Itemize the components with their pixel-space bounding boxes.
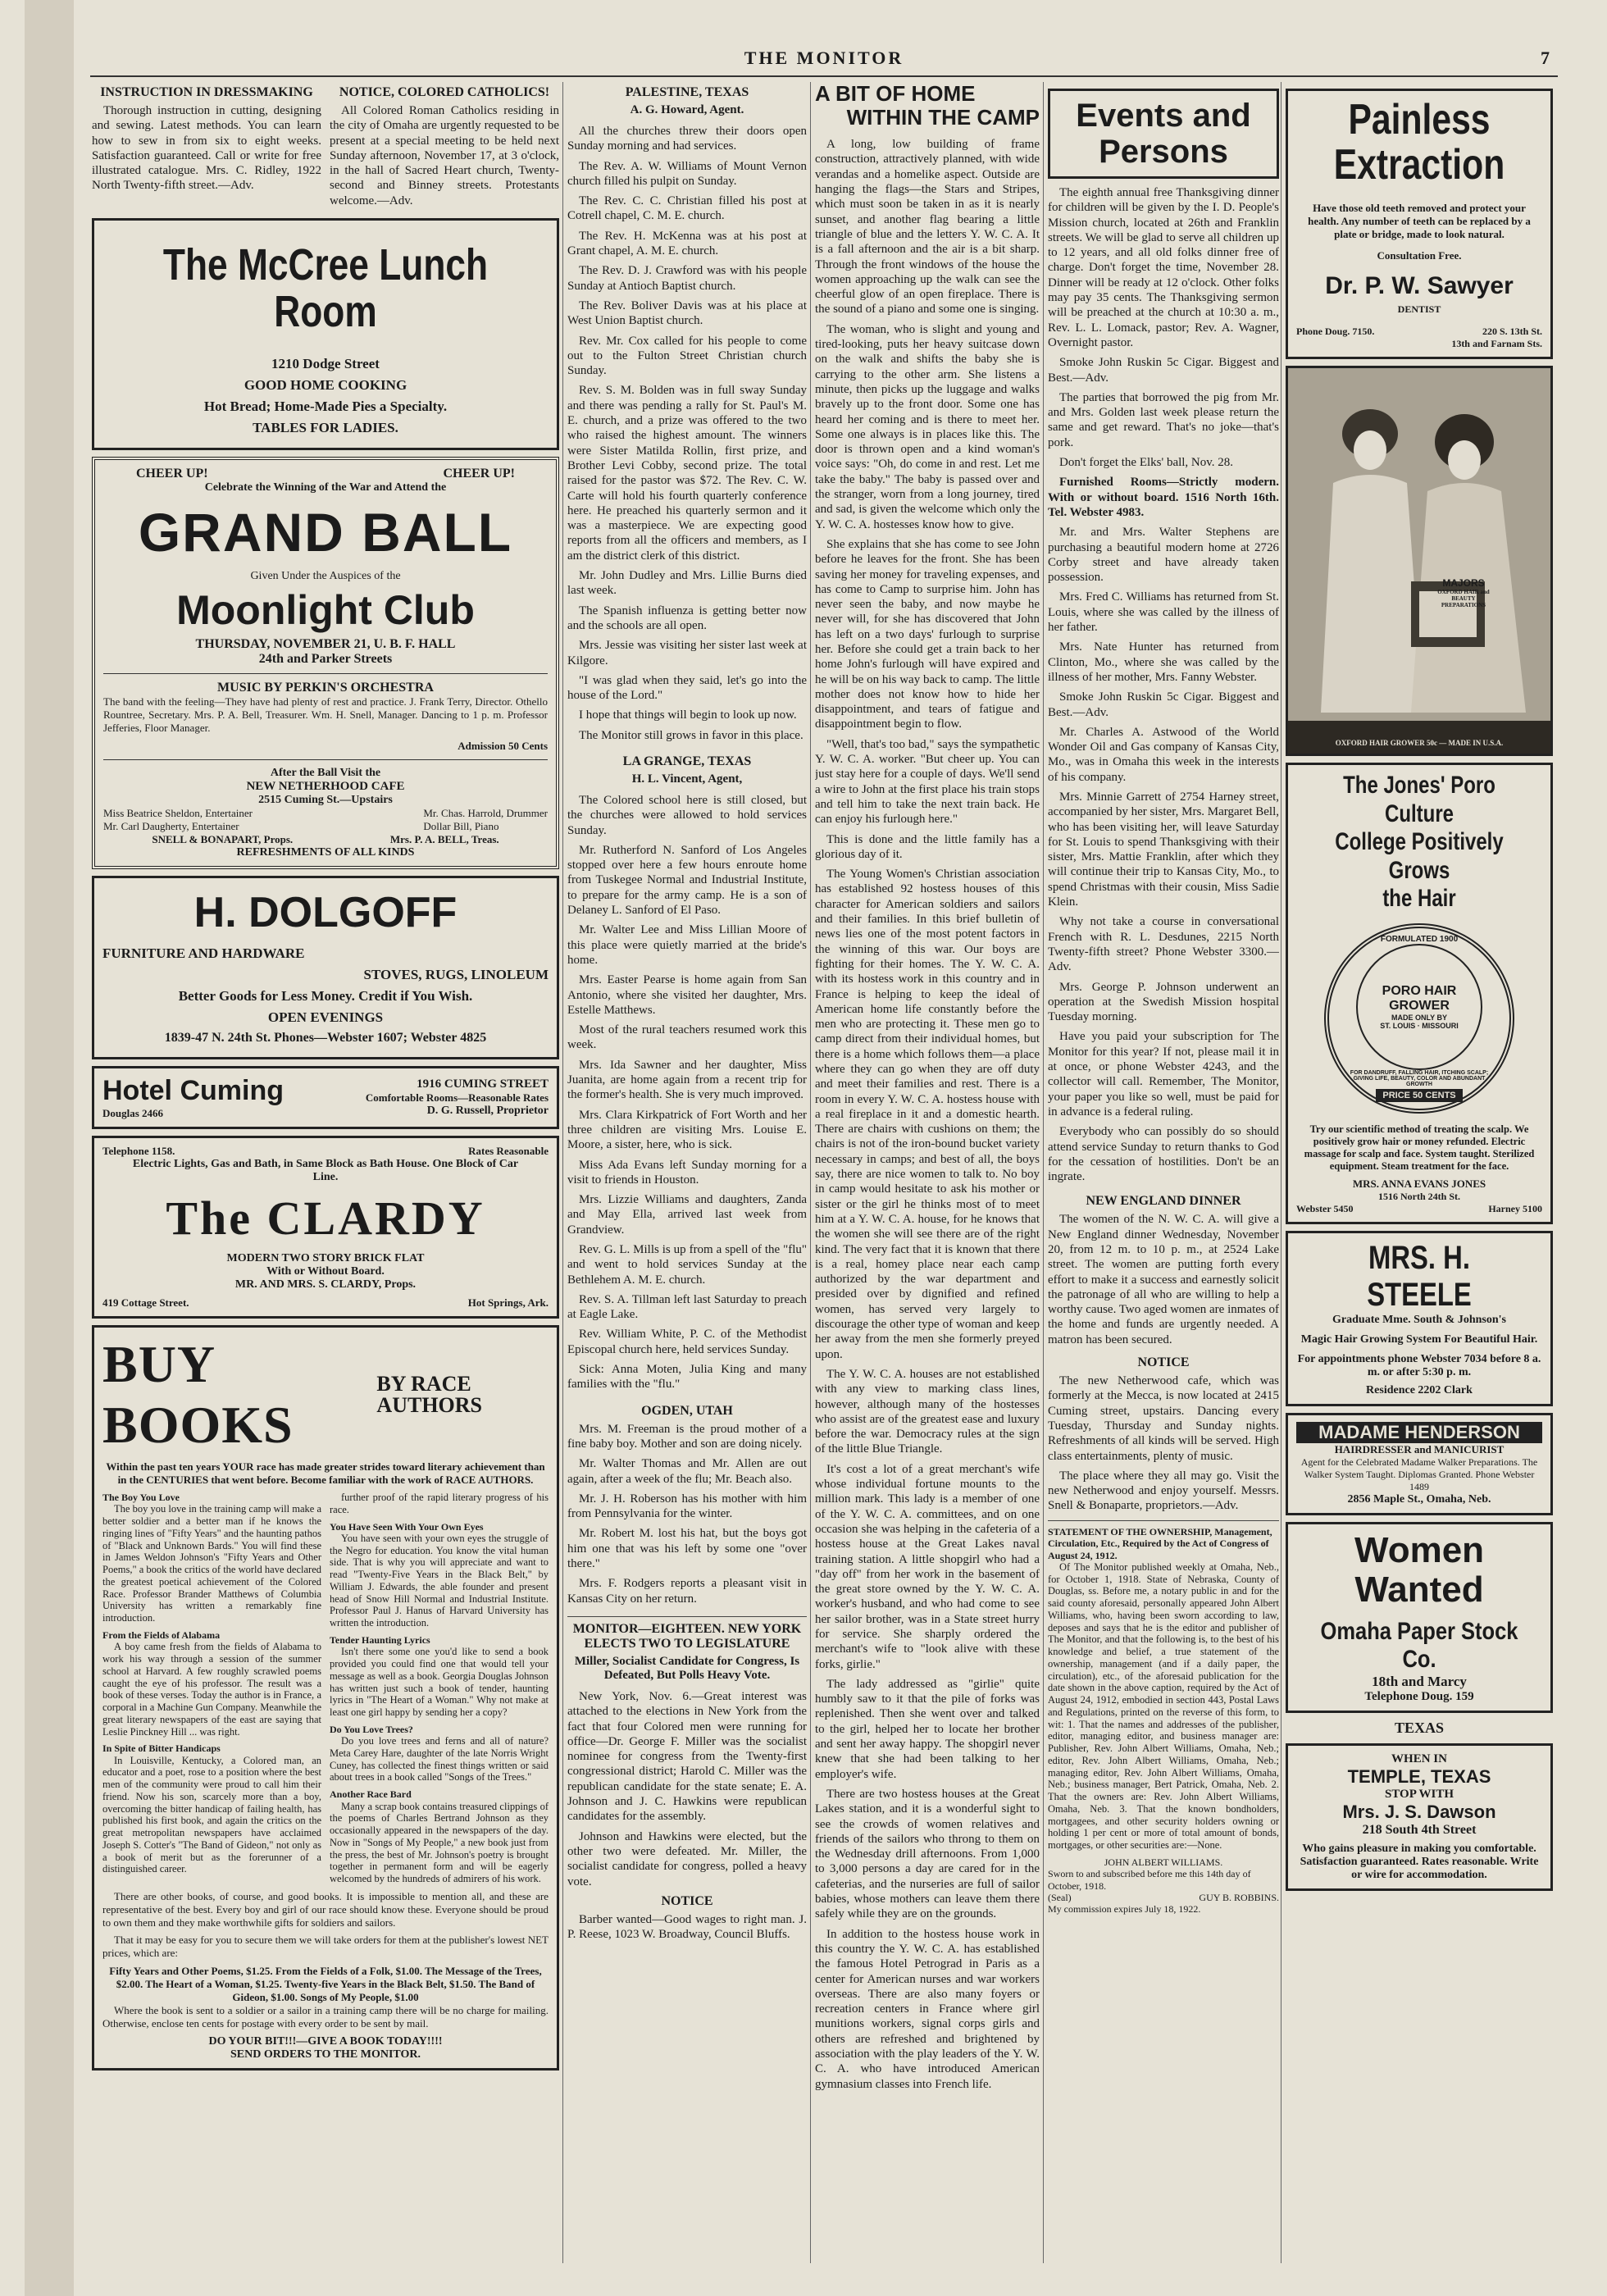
henderson-agent: Agent for the Celebrated Madame Walker Preparations. The Walker System Taught. Diplomas Granted. Phone Webster 1489: [1300, 1456, 1538, 1492]
palestine-agent: A. G. Howard, Agent.: [630, 103, 744, 116]
cuming-address: 1916 CUMING STREET: [417, 1077, 549, 1091]
dolgoff-line2: STOVES, RUGS, LINOLEUM: [363, 967, 549, 983]
dressmaking-body: Thorough instruction in cutting, designing and sewing. Latest methods. You can learn how to sew in from six to eight weeks. Satisfaction guaranteed. Call or write for free illustrated catalogue. Mrs. C. Ridley, 1922 North Twenty-fifth street.—Adv.: [92, 104, 321, 193]
statement-heading: STATEMENT OF THE OWNERSHIP, Management, Circulation, Etc., Required by the Act of Congress of August 24, 1912.: [1048, 1525, 1272, 1561]
ball-place: 24th and Parker Streets: [258, 652, 393, 667]
books-title: BUY BOOKS: [102, 1335, 294, 1455]
poro-seal-made: MADE ONLY BY: [1391, 1013, 1447, 1022]
events-para: Mrs. George P. Johnson underwent an operation at the Swedish Mission hospital Tuesday morning.: [1048, 980, 1279, 1024]
palestine-para: Mrs. Jessie was visiting her sister last week at Kilgore.: [567, 639, 807, 667]
statement-sworn: Sworn to and subscribed before me this 14th day of October, 1918.: [1048, 1868, 1251, 1892]
books-do-your-bit: DO YOUR BIT!!!—GIVE A BOOK TODAY!!!!: [208, 2034, 443, 2048]
netherwood-para: The place where they all may go. Visit the new Netherwood and enjoy yourself. Messrs. Snell & Bonaparte, proprietors.—Adv.: [1048, 1469, 1279, 1513]
ogden-para: Mr. Walter Thomas and Mr. Allen are out again, after a week of the flu; Mr. Beach also.: [567, 1457, 807, 1486]
barber-notice-heading: NOTICE: [661, 1893, 713, 1908]
mccree-line1: GOOD HOME COOKING: [244, 377, 407, 394]
palestine-para: The Rev. D. J. Crawford was with his people Sunday at Antioch Baptist church.: [567, 264, 807, 293]
column-5: [1286, 82, 1553, 2263]
statement-expires: My commission expires July 18, 1922.: [1048, 1903, 1201, 1916]
statement-sign: JOHN ALBERT WILLIAMS.: [1104, 1856, 1223, 1868]
ball-after: After the Ball Visit the: [270, 767, 381, 780]
clardy-addr: 419 Cottage Street.: [102, 1296, 189, 1310]
palestine-heading: PALESTINE, TEXAS: [625, 85, 749, 99]
poro-address: 1516 North 24th St.: [1377, 1190, 1460, 1202]
column-2: [567, 82, 807, 2263]
poro-seal-city: ST. LOUIS · MISSOURI: [1380, 1021, 1459, 1030]
ball-music: MUSIC BY PERKIN'S ORCHESTRA: [217, 681, 434, 695]
events-para: Why not take a course in conversational French with R. L. Desdunes, 2215 North Twenty-fifth street? Phone Webster 3300.—Adv.: [1048, 915, 1279, 974]
clardy-ad: [92, 1136, 559, 1319]
events-para: Smoke John Ruskin 5c Cigar. Biggest and Best.—Adv.: [1048, 356, 1279, 385]
events-para: Furnished Rooms—Strictly modern. With or without board. 1516 North 16th. Tel. Webster 4983.: [1048, 476, 1279, 519]
dressmaking-heading: INSTRUCTION IN DRESSMAKING: [100, 85, 313, 99]
statement-body: Of The Monitor published weekly at Omaha, Neb., for October 1, 1918. State of Nebraska, County of Douglas, ss. Before me, a notary public in and for the said county aforesaid, personally appeared John Albert Williams, who, having been sworn according to law, deposes and says that he is the editor and publisher of The Monitor, and that the following is, to the best of his knowledge and belief, a true statement of the ownership, management (and if a daily paper, the circulation), etc., of the aforesaid publication for the date shown in the above caption, required by the Act of August 24, 1912, embodied in section 443, Postal Laws and Regulations, printed on the reverse of this form, to wit: 1. That the names and addresses of the publisher, editor, managing editor, and business manager are: Publisher, Rev. John Albert Williams, Omaha, Neb.; editor, Rev. John Albert Williams, Omaha, Neb.; managing editor, Rev. John Albert Williams, Omaha, Neb.; business manager, Bert Patrick, Omaha, Neb. 2. That the owners are: Rev. John Albert Williams, Omaha, Neb. 3. That the known bondholders, mortgagees, and other security holders owning or holding 1 per cent or more of total amount of bonds, mortgages, or other securities are:—None.: [1048, 1560, 1279, 1852]
dawson-when: WHEN IN: [1391, 1752, 1447, 1766]
steele-system: Magic Hair Growing System For Beautiful Hair.: [1300, 1332, 1538, 1346]
poro-title-2: College Positively Grows: [1335, 828, 1504, 884]
cuming-right: [366, 1077, 549, 1118]
bit-of-home-para: There are two hostess houses at the Great Lakes station, and it is a wonderful sight to see the crowds of women relatives and friends of the sailors who throng to them on the Wednesday drill afternoons. From 1,000 to 3,000 persons a day are cared for in the cafeterias, and the nurseries are full of sailor babies, whose mothers can leave them there safely while they are on the grounds.: [815, 1787, 1040, 1921]
catholics-heading: NOTICE, COLORED CATHOLICS!: [339, 85, 550, 99]
dolgoff-line1: FURNITURE AND HARDWARE: [102, 945, 305, 962]
palestine-para: The Spanish influenza is getting better now and the schools are all open.: [567, 604, 807, 632]
books-left-column: [102, 1492, 321, 1890]
bit-of-home-para: The lady addressed as "girlie" quite humbly saw to it that the pile of forks was replenished. Then she went over and talked to the girl, helped her to locate her brother and sent her away happy. The shopgirl never knew that she had been talking to her employer's wife.: [815, 1677, 1040, 1781]
lagrange-para: Mrs. Ida Sawner and her daughter, Miss Juanita, are home again from a recent trip for the former's health. She is very much improved.: [567, 1058, 807, 1102]
cheer-left: CHEER UP!: [136, 467, 208, 481]
women-wanted-title: Women Wanted: [1354, 1529, 1485, 1610]
palestine-para: The Rev. H. McKenna was at his post at Grant chapel, A. M. E. church.: [567, 229, 807, 258]
events-para: The parties that borrowed the pig from Mr. and Mrs. Golden last week please return the same and get reward. That's no joke—that's pork.: [1048, 390, 1279, 449]
clardy-line4: MR. AND MRS. S. CLARDY, Props.: [234, 1278, 417, 1292]
cuming-left: [102, 1075, 284, 1120]
page-number: 7: [1541, 48, 1550, 68]
new-england-heading: NEW ENGLAND DINNER: [1086, 1194, 1241, 1209]
statement-seal: (Seal): [1048, 1892, 1072, 1904]
books-closing: There are other books, of course, and good books. It is impossible to mention all, and these are representative of the best. Every boy and girl of our race should know these. Everyone should be proud to own them and they make worthwhile gifts for soldiers and sailors.: [102, 1889, 549, 1929]
column-rule-1: [562, 82, 563, 2263]
lagrange-para: Miss Ada Evans left Sunday morning for a visit to friends in Houston.: [567, 1158, 807, 1187]
poro-seal-top: FORMULATED 1900: [1380, 934, 1459, 944]
books-right-column: [330, 1492, 549, 1890]
dawson-name: Mrs. J. S. Dawson: [1342, 1802, 1496, 1823]
dolgoff-line5: 1839-47 N. 24th St. Phones—Webster 1607; Webster 4825: [164, 1031, 487, 1046]
cheer-right: CHEER UP!: [443, 467, 515, 481]
palestine-para: The Rev. A. W. Williams of Mount Vernon church filled his pulpit on Sunday.: [567, 159, 807, 188]
books-right-head-1: You Have Seen With Your Own Eyes: [330, 1520, 484, 1533]
books-columns: [102, 1492, 549, 1890]
steele-grad: Graduate Mme. South & Johnson's: [1332, 1313, 1506, 1326]
new-england-body: The women of the N. W. C. A. will give a New England dinner Wednesday, November 20, from 12 m. to 10 p. m., at 2524 Lake street. The women are putting forth every effort to make it a success and earnestly solicit the patronage of all who are willing to help a worthy cause. Two aged women are inmates of the home and funds are urgently needed. A matron has been secured.: [1048, 1213, 1279, 1346]
lagrange-para: Mr. Walter Lee and Miss Lillian Moore of this place were quietly married at the bride's home.: [567, 923, 807, 967]
cheer-row: [103, 467, 548, 481]
palestine-para: The Rev. C. C. Christian filled his post at Cotrell chapel, C. M. E. church.: [567, 194, 807, 223]
poro-owner: MRS. ANNA EVANS JONES: [1352, 1177, 1486, 1190]
top-notices: [92, 82, 559, 213]
painless-extraction-ad: [1286, 89, 1553, 359]
catholics-notice: [330, 82, 559, 213]
clardy-top-row: [102, 1145, 549, 1158]
books-right-head-4: Another Race Bard: [330, 1788, 412, 1801]
lagrange-para: The Colored school here is still closed, but the churches were allowed to hold services Sunday.: [567, 793, 807, 837]
bit-of-home-heading-2: WITHIN THE CAMP: [846, 104, 1040, 130]
books-left-head-3: In Spite of Bitter Handicaps: [102, 1742, 221, 1755]
mccree-address: 1210 Dodge Street: [271, 356, 380, 372]
barber-notice-body: Barber wanted—Good wages to right man. J. P. Reese, 1023 W. Broadway, Council Bluffs.: [567, 1912, 807, 1942]
events-para: Have you paid your subscription for The Monitor for this year? If not, please mail it in at once, or phone Webster 4243, and the collector will call. Remember, The Monitor, your paper you like so well, must be paid for in advance is a federal ruling.: [1048, 1030, 1279, 1118]
lagrange-para: Mrs. Clara Kirkpatrick of Fort Worth and her three children are visiting Mrs. Louise E. Moore, a sister, here, who is sick.: [567, 1108, 807, 1152]
bit-of-home-para: "Well, that's too bad," says the sympathetic Y. W. C. A. worker. "But cheer up. You can just stay here for a couple of days. We'll send a wire to John at the first place his train stops and tell him to take the next train back. He can enjoy his furlough here.": [815, 737, 1040, 827]
lagrange-para: Most of the rural teachers resumed work this week.: [567, 1023, 807, 1052]
ogden-para: Mr. J. H. Roberson has his mother with him from Pennsylvania for the winter.: [567, 1492, 807, 1521]
events-para: Mrs. Fred C. Williams has returned from St. Louis, where she was called by the illness of her father.: [1048, 590, 1279, 635]
books-left-head-2: From the Fields of Alabama: [102, 1629, 221, 1641]
mccree-title: The McCree Lunch Room: [162, 240, 489, 336]
majors-footer: OXFORD HAIR GROWER 50c — MADE IN U.S.A.: [1335, 739, 1504, 748]
miller-para: New York, Nov. 6.—Great interest was attached to the elections in New York from the fact that four Colored men were running for office—Dr. George F. Miller was the socialist nominee for congress from the Twenty-first congressional district; Harold C. Miller was the republican candidate for the state senate; E. A. Johnson and J. C. Hawkins were republican candidates for the assembly.: [567, 1689, 807, 1824]
cafe-entertainers: [103, 807, 548, 833]
column-1: [92, 82, 559, 2263]
miller-subheading: Miller, Socialist Candidate for Congress, Is Defeated, But Polls Heavy Vote.: [574, 1654, 800, 1682]
column-rule-2: [810, 82, 811, 2263]
poro-ad: [1286, 763, 1553, 1224]
lagrange-para: Mrs. Easter Pearse is home again from San Antonio, where she visited her daughter, Mrs. Estelle Matthews.: [567, 973, 807, 1017]
dawson-address: 218 South 4th Street: [1362, 1823, 1477, 1838]
books-left-text-3: In Louisville, Kentucky, a Colored man, an educator and a poet, rose to a position where the best men of the community were proud to call him their friend. Now his son, scarcely more than a boy, overcoming the bitter handicap of failing health, has published his first book, and again the critics on the great metropolitan newspapers have acclaimed Joseph S. Cotter's "The Band of Gideon," not only as a book of merit but as the forerunner of a distinguished career.: [102, 1754, 321, 1875]
moonlight-club-title: Moonlight Club: [176, 587, 475, 634]
poro-title-3: the Hair: [1382, 885, 1456, 913]
mccree-line2: Hot Bread; Home-Made Pies a Specialty.: [203, 399, 448, 415]
books-prices: Fifty Years and Other Poems, $1.25. From the Fields of a Folk, $1.00. The Message of the Trees, $2.00. The Heart of a Woman, $1.25. Twenty-five Years in the Black Belt, $1.50. The Band of Gideon, $1.00. Songs of My People, $1.00: [109, 1965, 542, 2004]
events-para: Smoke John Ruskin 5c Cigar. Biggest and Best.—Adv.: [1048, 690, 1279, 719]
steele-appointments: For appointments phone Webster 7034 before 8 a. m. or after 5:30 p. m.: [1297, 1352, 1541, 1378]
clardy-bottom-row: [102, 1296, 549, 1310]
ball-date: THURSDAY, NOVEMBER 21, U. B. F. HALL: [195, 637, 456, 652]
majors-illustration-ad: [1286, 366, 1553, 756]
ball-divider-2: [103, 759, 548, 760]
lagrange-para: Mrs. Lizzie Williams and daughters, Zanda and May Ella, arrived last week from Grandview.: [567, 1193, 807, 1237]
dressmaking-notice: [92, 82, 321, 213]
books-title-row: [102, 1334, 549, 1456]
painless-title: Painless Extraction: [1333, 96, 1505, 189]
palestine-para: All the churches threw their doors open Sunday morning and had services.: [567, 125, 807, 153]
books-right-head-3: Do You Love Trees?: [330, 1723, 413, 1735]
books-left-head-1: The Boy You Love: [102, 1492, 180, 1504]
grand-ball-ad: [92, 457, 559, 869]
lagrange-para: Sick: Anna Moten, Julia King and many families with the "flu.": [567, 1363, 807, 1392]
poro-seal: [1324, 923, 1514, 1114]
buy-books-ad: [92, 1325, 559, 2070]
books-title-right: BY RACE AUTHORS: [376, 1372, 482, 1418]
dolgoff-title: H. DOLGOFF: [193, 889, 458, 937]
books-offer: That it may be easy for you to secure them we will take orders for them at the publisher's lowest NET prices, which are:: [102, 1934, 549, 1960]
clardy-rates: Rates Reasonable: [468, 1145, 549, 1158]
lagrange-para: Rev. S. A. Tillman left last Saturday to preach at Eagle Lake.: [567, 1292, 807, 1322]
poro-price: PRICE 50 CENTS: [1376, 1089, 1462, 1102]
steele-residence: Residence 2202 Clark: [1366, 1383, 1473, 1396]
dentist-corner: 13th and Farnam Sts.: [1451, 338, 1542, 350]
ogden-para: Mrs. M. Freeman is the proud mother of a fine baby boy. Mother and son are doing nicely.: [567, 1422, 807, 1451]
ball-admission: Admission 50 Cents: [458, 740, 548, 753]
clardy-line1: Electric Lights, Gas and Bath, in Same Block as Bath House. One Block of Car Line.: [132, 1158, 519, 1184]
books-right-text-4: Do you love trees and ferns and all of nature? Meta Carey Hare, daughter of the late Norris Wright Cuney, has collected the finest things written or said about trees in a book called "Songs of the Trees.": [330, 1735, 549, 1784]
torn-margin: [25, 0, 74, 2296]
dawson-city: TEMPLE, TEXAS: [1347, 1766, 1491, 1788]
cuming-title: Hotel Cuming: [102, 1075, 284, 1107]
books-right-text-2: You have seen with your own eyes the struggle of the Negro for education. You know the vital human side. That is why you will appreciate and want to read "Twenty-Five Years in the Black Belt," by William J. Edwards, the able founder and present head of Snow Hill Normal and Industrial Institute. Professor Paul J. Hanus of Harvard University has written the introduction.: [330, 1532, 549, 1629]
henderson-title: MADAME HENDERSON: [1296, 1422, 1542, 1443]
events-para: Mrs. Nate Hunter has returned from Clinton, Mo., where she was called by the illness of her mother, Mrs. Fanny Webster.: [1048, 640, 1279, 684]
two-women-illustration: [1288, 368, 1550, 754]
cuming-rooms: Comfortable Rooms—Reasonable Rates: [365, 1091, 549, 1105]
hotel-cuming-ad: [92, 1066, 559, 1129]
clardy-line2: MODERN TWO STORY BRICK FLAT: [226, 1252, 425, 1265]
ball-auspices: Given Under the Auspices of the: [250, 570, 401, 583]
majors-box-label: [1429, 577, 1498, 608]
grand-ball-title: GRAND BALL: [138, 502, 513, 563]
ownership-statement: [1048, 1520, 1279, 1916]
dentist-role: DENTIST: [1397, 303, 1441, 316]
clardy-phone: Telephone 1158.: [102, 1145, 175, 1158]
cafe-props-row: [103, 833, 548, 846]
dawson-body: Who gains pleasure in making you comfortable. Satisfaction guaranteed. Rates reasonable. Write or wire for accommodation.: [1300, 1843, 1539, 1882]
majors-label: MAJORS: [1442, 577, 1485, 590]
events-title: Events and Persons: [1076, 98, 1251, 170]
statement-seal-row: [1048, 1892, 1279, 1903]
dolgoff-line4: OPEN EVENINGS: [267, 1009, 384, 1026]
statement-notary: GUY B. ROBBINS.: [1199, 1892, 1279, 1904]
ball-intro: Celebrate the Winning of the War and Attend the: [204, 481, 447, 494]
events-para: The eighth annual free Thanksgiving dinner for children will be given by the I. D. People's Mission church, located at 26th and Franklin streets. We will be glad to serve all children up to 12 years, and all old folks dinner free of charge. Don't forget the time, November 28. Dinner will be ready at 12 o'clock. Other folks may pay 35 cents. The Thanksgiving sermon will be preached at the church at 10:30 a. m., Rev. L. L. Lomack, pastor; Rev. A. Wagner, Overnight pastor.: [1048, 186, 1279, 349]
dentist-name: Dr. P. W. Sawyer: [1325, 272, 1514, 300]
entertainers-right: Mr. Chas. Harrold, Drummer Dollar Bill, Piano: [423, 807, 548, 833]
events-para: Mrs. Minnie Garrett of 2754 Harney street, accompanied by her sister, Mrs. Margaret Bell, who has been visiting her, will leave Saturday for St. Louis to spend Thanksgiving with their sister, Mrs. Mattie Franklin, after which they will continue their trip to Kansas City, Mo., to spend Christmas with their cousin, Miss Sadie Klein.: [1048, 790, 1279, 909]
dentist-contact-row: [1296, 326, 1542, 338]
dolgoff-line3: Better Goods for Less Money. Credit if You Wish.: [178, 988, 473, 1004]
books-right-head-2: Tender Haunting Lyrics: [330, 1633, 430, 1646]
events-para: Mr. Charles A. Astwood of the World Wonder Oil and Gas company of Kansas City, Mo., was in Omaha this week in the interests of his company.: [1048, 725, 1279, 784]
lagrange-agent: H. L. Vincent, Agent,: [631, 772, 743, 786]
netherwood-notice-heading: NOTICE: [1137, 1355, 1190, 1370]
poro-seal-main: PORO HAIR GROWER: [1382, 983, 1457, 1013]
mccree-line3: TABLES FOR LADIES.: [253, 420, 398, 436]
bit-of-home-para: In addition to the hostess house work in this country the Y. W. C. A. has established the famous Hotel Petrograd in Paris as a center for American nurses and war workers overseas. There are also many foyers or recreation centers in France where girl munitions workers, signal corps girls and others are refreshed and brightened by association with the play leaders of the Y. W. C. A. who have introduced American gymnasium classes into French life.: [815, 1927, 1040, 2091]
palestine-para: Rev. Mr. Cox called for his people to come out to the Fulton Street Christian church Sunday.: [567, 334, 807, 378]
bit-of-home-para: The Young Women's Christian association has established 92 hostess houses of this character for American soldiers and sailors and their families. In this brief bulletin of news lies one of the most potent factors in the winning of this war. Our boys are fighting for their homes. The Y. W. C. A. with its hostess work in this country and in France is helping to keep the ideal of American home life constantly before the men who are protecting it. These men go to camp direct from their individual homes, but there is a home which follows them—a place where they can go when they are off duty and meet their families and rest. There is a room in every Y. W. C. A. hostess house with a real fireplace in it and a domestic hearth. There are chairs with cushions on them; the chairs is not of the iron-bound bucket variety necessary in camps; and best of all, the boys say, there are nice women to talk to. No boy in camp would hesitate to ask his mother or sister or the girl he thinks most of to meet him at a Y. W. C. A. house, for he knows that the women she will see there are of the right kind. The very fact that it is known that there is a real, homey place near each camp authorized by the war department and presided over by dignified and refined women, has served very largely to discourage the other type of woman and keep her away from the men she formerly preyed upon.: [815, 868, 1040, 1361]
books-intro: Within the past ten years YOUR race has made greater strides toward literary achievement than in the CENTURIES that went before. Become familiar with the work of RACE AUTHORS.: [106, 1460, 545, 1487]
books-right-text-1: further proof of the rapid literary progress of his race.: [330, 1492, 549, 1515]
women-wanted-ad: [1286, 1522, 1553, 1714]
cafe-address: 2515 Cuming St.—Upstairs: [258, 794, 393, 807]
dawson-ad: [1286, 1743, 1553, 1891]
bit-of-home-para: It's cost a lot of a great merchant's wife whose individual fortune mounts to the million mark. This lady is a member of one of the Y. W. C. A. committees, and on one occasion she was helping in the cafeteria of a hostess house at the Great Lakes naval training station. A little shopgirl who had a "day off" from her work in the basement of the great store owned by the Y. W. C. A. worker's husband, and who had come to see her sailor brother, was in a State street hurry for service. She sharply ordered the merchant's wife to "look alive with these forks, girlie.": [815, 1462, 1040, 1671]
cafe-treasurer: Mrs. P. A. BELL, Treas.: [389, 833, 499, 846]
lagrange-para: Rev. G. L. Mills is up from a spell of the "flu" and went to hold services Sunday at the Bethlehem A. M. E. church.: [567, 1243, 807, 1287]
ball-divider: [103, 673, 548, 674]
lagrange-para: Mr. Rutherford N. Sanford of Los Angeles stopped over here a few hours enroute home from Tuskegee Normal and Industrial Institute, to prepare for the army camp. He is a son of Delaney L. Sanford of El Paso.: [567, 843, 807, 918]
bit-of-home-para: This is done and the little family has a glorious day of it.: [815, 832, 1040, 861]
palestine-para: The Monitor still grows in favor in this place.: [579, 728, 804, 742]
texas-heading: TEXAS: [1394, 1720, 1445, 1737]
column-4: [1048, 82, 1279, 2263]
ogden-heading: OGDEN, UTAH: [641, 1403, 733, 1418]
poro-title-1: The Jones' Poro Culture: [1343, 772, 1495, 827]
books-right-text-3: Isn't there some one you'd like to send a book provided you could find one that would tell your message as well as a book. Georgia Douglas Johnson has written just such a book of tender, haunting lyrics in "The Heart of a Woman." Why not make at least one girl happy by sending her a copy?: [330, 1646, 549, 1719]
books-left-text-2: A boy came fresh from the fields of Alabama to work his way through a session of the summer school at Harvard. A few roughly scrawled poems caught the eye of his professor. The result was a book of these verses. Today the author is in France, a corporal in a Machine Gun Company. Meanwhile the great literary newspapers of the east are saying that Leslie Pinckney Hill ... was right.: [102, 1641, 321, 1738]
mccree-ad: [92, 218, 559, 450]
books-send: SEND ORDERS TO THE MONITOR.: [230, 2048, 421, 2061]
lagrange-para: Rev. William White, P. C. of the Methodist Episcopal church here, held services Sunday.: [567, 1328, 807, 1356]
bit-of-home-para: The woman, who is slight and young and tired-looking, puts her heavy suitcase down on the walk and shifts the baby she is carrying to the other arm. She listens a minute, then picks up the luggage and walks bravely up to the front door. Some one has heard her coming and is there to meet her. Some one always is in places like this. The door is thrown open and a kind woman's voice says: "Oh, do come in and rest. Let me take the baby." The baby is passed over and the stranger, worn from a long journey, tired and sad, is given the welcome which only the Y. W. C. A. hostesses know how to give.: [815, 322, 1040, 531]
column-rule-4: [1281, 82, 1282, 2263]
dawson-stop: STOP WITH: [1384, 1788, 1454, 1802]
lagrange-heading: LA GRANGE, TEXAS: [622, 754, 752, 768]
entertainers-left: Miss Beatrice Sheldon, Entertainer Mr. Carl Daugherty, Entertainer: [103, 807, 253, 833]
column-rule-3: [1043, 82, 1044, 2263]
new-york-heading: MONITOR—EIGHTEEN. NEW YORK ELECTS TWO TO LEGISLATURE: [567, 1616, 807, 1651]
column-3: [815, 82, 1040, 2263]
clardy-line3: With or Without Board.: [266, 1265, 385, 1278]
bit-of-home-para: A long, low building of frame construction, attractively planned, with wide verandas and a homelike aspect. Outside are hanging the flags—the Stars and Stripes, which must soon be taken in as it is nearly sunset, and another flag bearing a little triangle of blue and the letters Y. W. C. A. It is a fall afternoon and the air is a bit sharp. Through the front windows of the house the women approaching up the walk can see the cheerful glow of an open fireplace. There is the sound of a piano and some one is singing.: [815, 138, 1040, 317]
clardy-title: The CLARDY: [166, 1191, 485, 1246]
events-para: Everybody who can possibly do so should attend service Sunday to return thanks to God for the cessation of hostilities. Don't be an ingrate.: [1048, 1125, 1279, 1184]
poro-phones: [1296, 1203, 1542, 1215]
clardy-city: Hot Springs, Ark.: [467, 1296, 549, 1310]
dentist-address: 220 S. 13th St.: [1482, 326, 1542, 338]
palestine-para: "I was glad when they said, let's go into the house of the Lord.": [567, 673, 807, 703]
painless-body: Have those old teeth removed and protect your health. Any number of teeth can be replaced by a plate or bridge, made to look natural.: [1308, 202, 1531, 241]
events-para: Don't forget the Elks' ball, Nov. 28.: [1059, 456, 1234, 470]
henderson-ad: [1286, 1413, 1553, 1515]
steele-title: MRS. H. STEELE: [1367, 1239, 1472, 1313]
ball-body: The band with the feeling—They have had plenty of rest and practice. J. Frank Terry, Director. Othello Rountree, Secretary. Mrs. P. A. Bell, Treasurer. Wm. H. Snell, Manager. Dancing to 1 p. m. Professor Jefferies, Floor Manager.: [103, 695, 548, 735]
ogden-para: Mrs. F. Rodgers reports a pleasant visit in Kansas City on her return.: [567, 1577, 807, 1606]
omaha-paper-phone: Telephone Doug. 159: [1364, 1690, 1474, 1704]
cuming-phone: Douglas 2466: [102, 1107, 164, 1120]
steele-ad: [1286, 1231, 1553, 1406]
omaha-paper-company: Omaha Paper Stock Co.: [1320, 1618, 1518, 1674]
dentist-phone: Phone Doug. 7150.: [1296, 326, 1375, 338]
palestine-para: Rev. S. M. Bolden was in full sway Sunday and there was pending a rally for St. Paul's M. E. church, and a prize was offered to the two who raised the highest amount. The winners were Sister Matilda Rollin, first prize, and Brother Levi Cobby, second prize. The total raised for the pastor was $72. The Rev. C. W. Carte will hold his fourth quarterly conference here. He preached his quarterly sermon and it was a masterpiece. We are expecting good reports from all the officers and members, as I am the district clerk of this district.: [567, 384, 807, 563]
majors-sub: OXFORD HAIR and BEAUTY PREPARATIONS: [1437, 589, 1490, 609]
catholics-body: All Colored Roman Catholics residing in the city of Omaha are urgently requested to be present at a special meeting to be held next Sunday afternoon, November 17, at 3 o'clock, in the hall of Sacred Heart church, Twenty-second and Binney streets. Protestants welcome.—Adv.: [330, 104, 559, 207]
books-right-text-5: Many a scrap book contains treasured clippings of the poems of Charles Bertrand Johnson as they occasionally appeared in the newspapers of the day. Now in "Songs of My People," a new book just from the press, the best of Mr. Johnson's poetry is brought together in permanent form and will be eagerly welcomed by the hundreds of admirers of his work.: [330, 1800, 549, 1885]
bit-of-home-para: The Y. W. C. A. houses are not established with any view to marking class lines, however, although many of the hostesses who assist are of the greatest ease and luxury before the war. Democracy rules at the sign of the little Blue Triangle.: [815, 1367, 1040, 1456]
poro-body: Try our scientific method of treating the scalp. We positively grow hair or money refunded. Electric massage for scalp and face. System taught. Sterilized equipment. Steam treatment for the face.: [1304, 1123, 1535, 1172]
newspaper-title: THE MONITOR: [744, 48, 904, 68]
dolgoff-ad: [92, 876, 559, 1059]
painless-consult: Consultation Free.: [1377, 249, 1462, 262]
cuming-prop: D. G. Russell, Proprietor: [426, 1105, 549, 1118]
books-where: Where the book is sent to a soldier or a sailor in a training camp there will be no charge for mailing. Otherwise, enclose ten cents for postage with every order to be sent by mail.: [102, 2004, 549, 2029]
miller-para: Johnson and Hawkins were elected, but the other two were defeated. Mr. Miller, the socialist candidate for congress, polled a heavy vote.: [567, 1829, 807, 1888]
cafe-refreshments: REFRESHMENTS OF ALL KINDS: [236, 846, 415, 859]
masthead-rule: [90, 75, 1558, 77]
events-and-persons-box: [1048, 89, 1279, 179]
poro-seal-inner: [1356, 944, 1482, 1070]
cafe-props: SNELL & BONAPART, Props.: [152, 833, 294, 846]
palestine-para: The Rev. Boliver Davis was at his place at West Union Baptist church.: [567, 298, 807, 328]
netherwood-para: The new Netherwood cafe, which was formerly at the Mecca, is now located at 2415 Cuming street, upstairs. Dancing every Tuesday, Thursday and Sunday nights. Refreshments of all kinds will be served. High class entertainments, plenty of music.: [1048, 1374, 1279, 1463]
henderson-sub: HAIRDRESSER and MANICURIST: [1334, 1442, 1505, 1456]
poro-seal-desc: FOR DANDRUFF, FALLING HAIR, ITCHING SCALP; GIVING LIFE, BEAUTY, COLOR AND ABUNDANT GROWTH: [1350, 1069, 1489, 1087]
palestine-para: Mr. John Dudley and Mrs. Lillie Burns died last week.: [567, 569, 807, 598]
omaha-paper-address: 18th and Marcy: [1372, 1674, 1467, 1690]
poro-phone-left: Webster 5450: [1296, 1202, 1354, 1214]
books-left-text-1: The boy you love in the training camp will make a better soldier and a better man if he knows the ringing lines of "Fifty Years" and the haunting pathos of "Black and Unknown Bards." You will find these in James Weldon Johnson's "Fifty Years and Other Poems," a book the critics of the world have declared the greatest poetical achievement of the Colored Race. Professor Brander Matthews of Columbia University has written a remarkably fine introduction.: [102, 1503, 321, 1624]
henderson-address: 2856 Maple St., Omaha, Neb.: [1347, 1492, 1491, 1506]
ogden-para: Mr. Robert M. lost his hat, but the boys got him one that was his left by some one "over there.": [567, 1527, 807, 1571]
bit-of-home-para: She explains that she has come to see John before he leaves for the front. She has been saving her money for traveling expenses, and has come to Camp to surprise him. John has never seen the baby, and now maybe he never will, for she has discovered that John has left on a two days' furlough to surprise her. Before she could get a train back to her home John's furlough will have expired and he will be on his way back to camp. The little mother does not know how to hide her disappointment, and tears of fatigue and disappointment begin to flow.: [815, 537, 1040, 731]
cafe-name: NEW NETHERHOOD CAFE: [246, 780, 405, 794]
bit-of-home-heading-1: A BIT OF HOME: [815, 82, 976, 106]
masthead: [90, 48, 1558, 72]
poro-phone-right: Harney 5100: [1488, 1202, 1542, 1214]
palestine-para: I hope that things will begin to look up now.: [579, 708, 797, 722]
events-para: Mr. and Mrs. Walter Stephens are purchasing a beautiful modern home at 2726 Corby street and have already taken possession.: [1048, 526, 1279, 585]
